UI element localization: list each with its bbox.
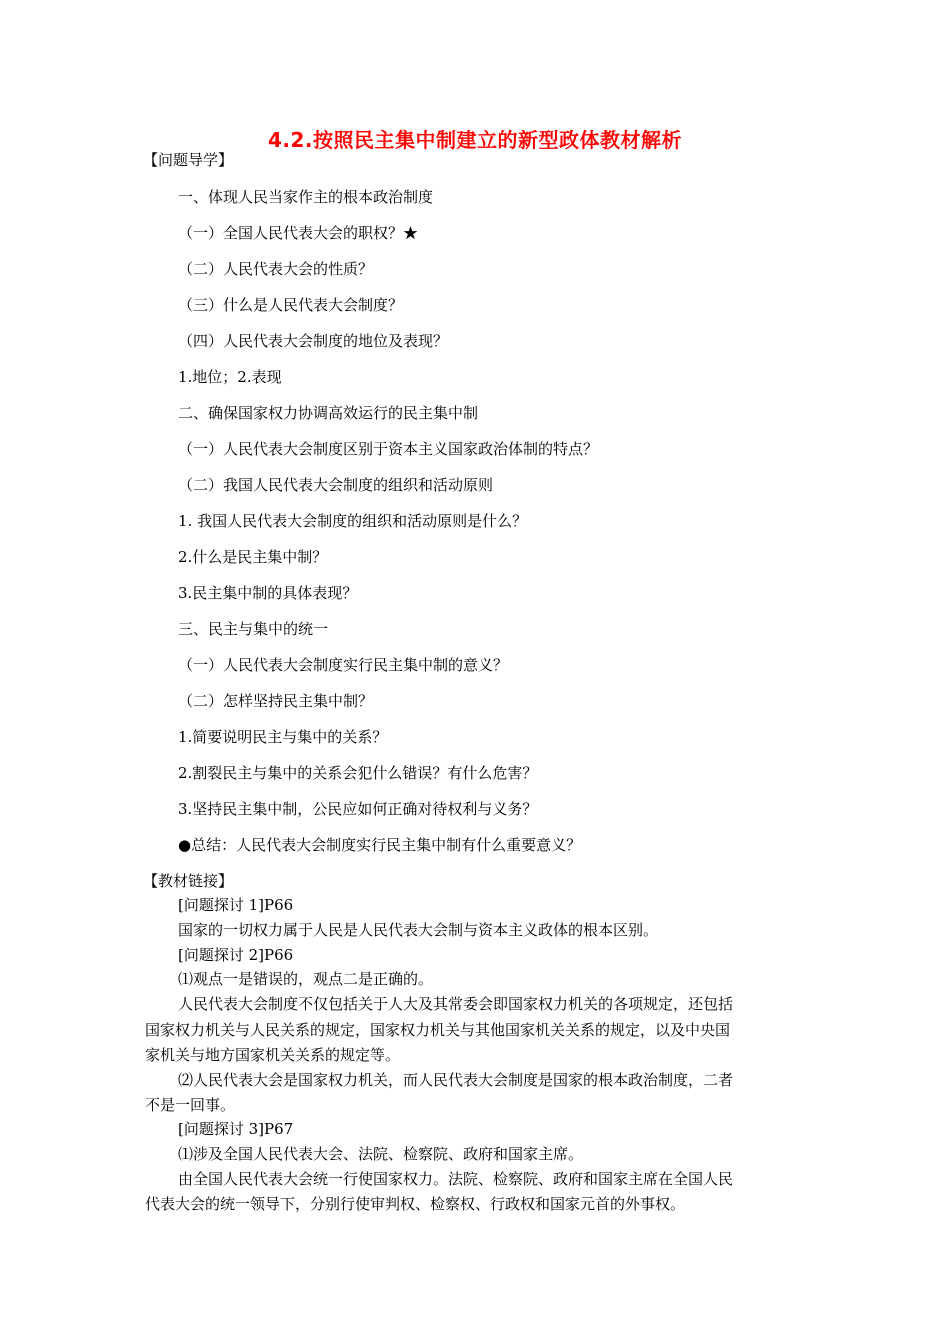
link-line: 由全国人民代表大会统一行使国家权力。法院、检察院、政府和国家主席在全国人民 <box>178 1170 734 1188</box>
guide-line: （三）什么是人民代表大会制度？ <box>178 296 404 314</box>
link-line: ⑴观点一是错误的，观点二是正确的。 <box>178 970 434 988</box>
link-line: 人民代表大会制度不仅包括关于人大及其常委会即国家权力机关的各项规定，还包括 <box>178 995 734 1013</box>
guide-line: 2.什么是民主集中制？ <box>178 548 328 566</box>
guide-summary: ●总结：人民代表大会制度实行民主集中制有什么重要意义？ <box>178 836 582 854</box>
link-line: ⑴涉及全国人民代表大会、法院、检察院、政府和国家主席。 <box>178 1145 584 1163</box>
guide-line: （二）人民代表大会的性质？ <box>178 260 374 278</box>
guide-line: （一）人民代表大会制度区别于资本主义国家政治体制的特点？ <box>178 440 599 458</box>
guide-line: 三、民主与集中的统一 <box>178 620 329 638</box>
guide-line: （一）人民代表大会制度实行民主集中制的意义？ <box>178 656 509 674</box>
link-line: [问题探讨 1]P66 <box>178 896 294 914</box>
section-label-link: 【教材链接】 <box>143 872 234 890</box>
link-line: ⑵人民代表大会是国家权力机关，而人民代表大会制度是国家的根本政治制度，二者 <box>178 1071 734 1089</box>
guide-line: 3.民主集中制的具体表现？ <box>178 584 358 602</box>
guide-line: （一）全国人民代表大会的职权？★ <box>178 224 419 242</box>
link-line: 国家权力机关与人民关系的规定，国家权力机关与其他国家机关关系的规定，以及中央国 <box>145 1021 731 1039</box>
guide-line: （四）人民代表大会制度的地位及表现？ <box>178 332 449 350</box>
section-label-guide: 【问题导学】 <box>143 151 234 169</box>
guide-line: 1.简要说明民主与集中的关系？ <box>178 728 388 746</box>
link-line: 代表大会的统一领导下，分别行使审判权、检察权、行政权和国家元首的外事权。 <box>145 1195 686 1213</box>
guide-line: 2.割裂民主与集中的关系会犯什么错误？有什么危害？ <box>178 764 538 782</box>
link-line: 家机关与地方国家机关关系的规定等。 <box>145 1046 401 1064</box>
link-line: [问题探讨 2]P66 <box>178 946 294 964</box>
guide-line: 二、确保国家权力协调高效运行的民主集中制 <box>178 404 479 422</box>
guide-line: （二）我国人民代表大会制度的组织和活动原则 <box>178 476 494 494</box>
document-title: 4.2.按照民主集中制建立的新型政体教材解析 <box>267 128 683 152</box>
guide-line: （二）怎样坚持民主集中制？ <box>178 692 374 710</box>
guide-line: 1.地位；2.表现 <box>178 368 282 386</box>
guide-line: 3.坚持民主集中制，公民应如何正确对待权利与义务？ <box>178 800 538 818</box>
link-line: [问题探讨 3]P67 <box>178 1120 294 1138</box>
guide-line: 1. 我国人民代表大会制度的组织和活动原则是什么？ <box>178 512 528 530</box>
link-line: 不是一回事。 <box>145 1096 236 1114</box>
link-line: 国家的一切权力属于人民是人民代表大会制与资本主义政体的根本区别。 <box>178 921 659 939</box>
guide-line: 一、体现人民当家作主的根本政治制度 <box>178 188 434 206</box>
